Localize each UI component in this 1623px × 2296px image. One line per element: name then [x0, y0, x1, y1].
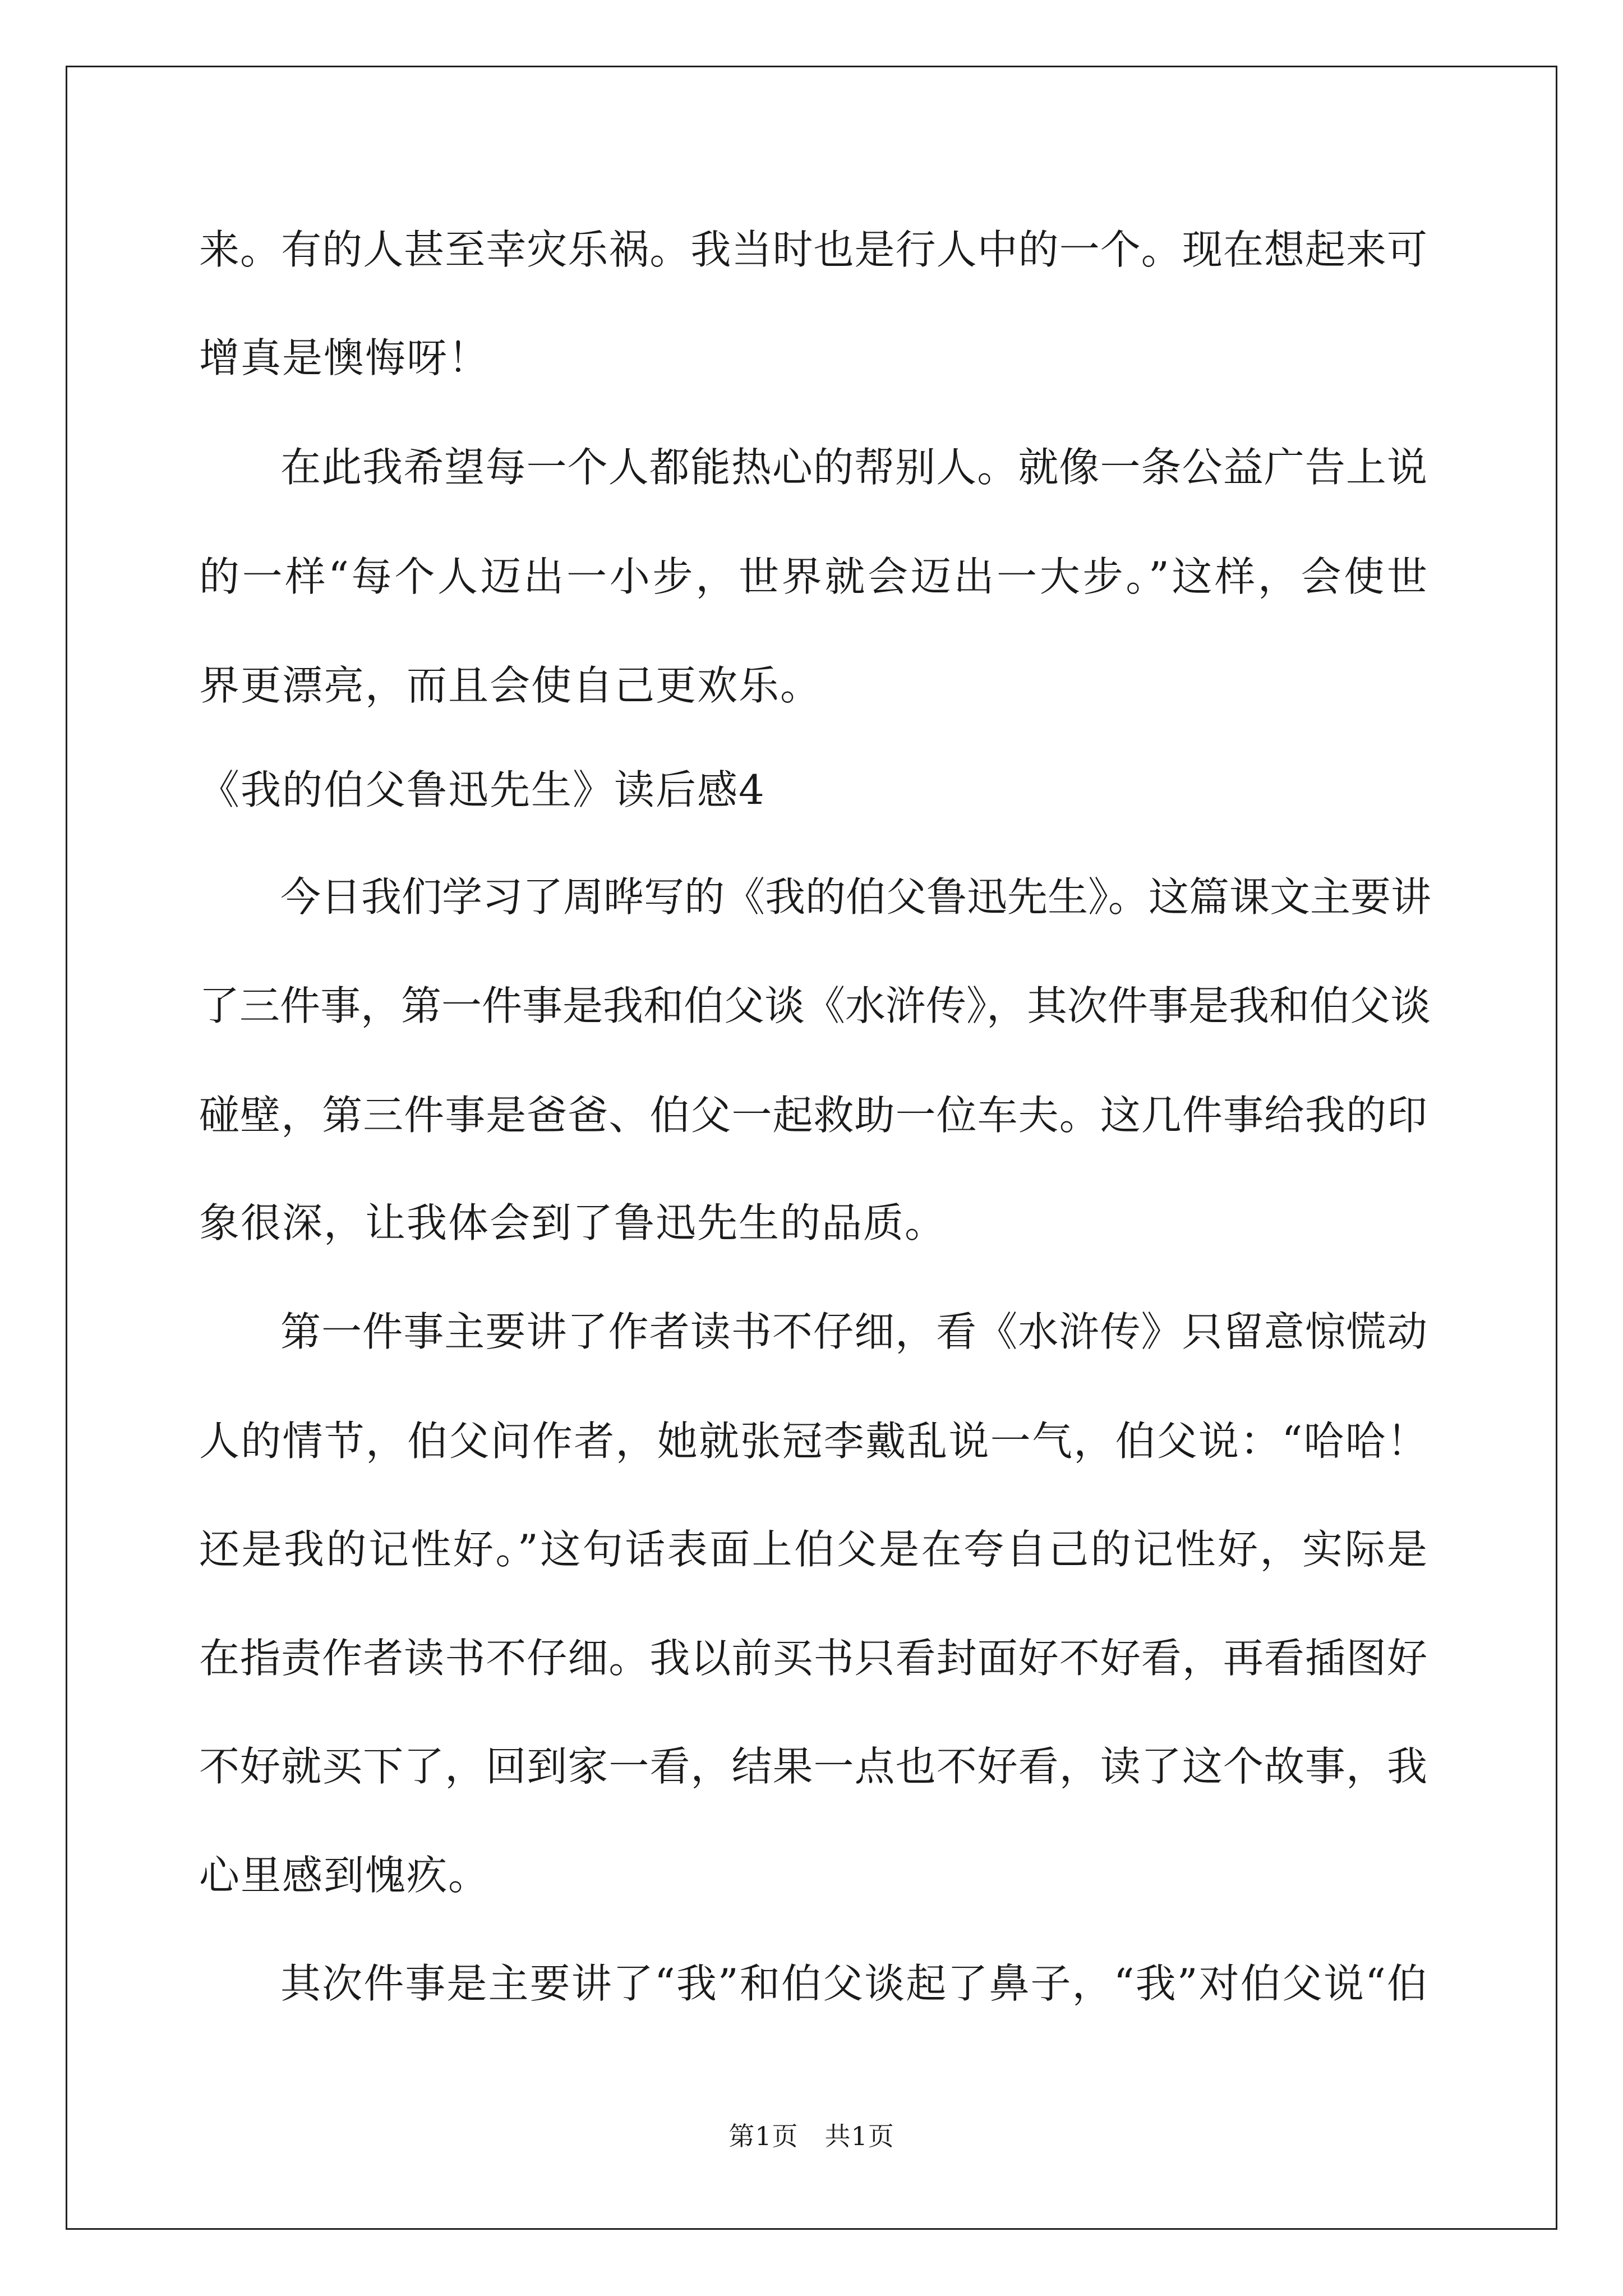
- text-line: 人的情节，伯父问作者，她就张冠李戴乱说一气，伯父说：“哈哈！: [199, 1418, 1427, 1465]
- text-line: 心里感到愧疚。: [199, 1852, 490, 1899]
- text-line: 在此我希望每一个人都能热心的帮别人。就像一条公益广告上说: [280, 444, 1427, 491]
- page-border: [66, 66, 1557, 2230]
- text-line: 其次件事是主要讲了“我”和伯父谈起了鼻子，“我”对伯父说“伯: [280, 1960, 1427, 2007]
- page-footer: 第1页 共1页: [728, 2121, 895, 2151]
- text-line: 象很深，让我体会到了鲁迅先生的品质。: [199, 1199, 947, 1246]
- text-line: 碰壁，第三件事是爸爸、伯父一起救助一位车夫。这几件事给我的印: [199, 1092, 1427, 1139]
- text-line: 增真是懊悔呀！: [199, 334, 490, 381]
- text-line: 今日我们学习了周晔写的《我的伯父鲁迅先生》。这篇课文主要讲: [280, 873, 1432, 921]
- text-line: 来。有的人甚至幸灾乐祸。我当时也是行人中的一个。现在想起来可: [199, 226, 1427, 273]
- text-line: 界更漂亮，而且会使自己更欢乐。: [199, 662, 822, 709]
- section-heading: 《我的伯父鲁迅先生》读后感4: [199, 766, 766, 813]
- text-line: 在指责作者读书不仔细。我以前买书只看封面好不好看，再看插图好: [199, 1635, 1427, 1682]
- text-line: 第一件事主要讲了作者读书不仔细，看《水浒传》只留意惊慌动: [280, 1308, 1427, 1355]
- text-line: 不好就买下了，回到家一看，结果一点也不好看，读了这个故事，我: [199, 1743, 1427, 1790]
- text-line: 了三件事，第一件事是我和伯父谈《水浒传》，其次件事是我和伯父谈: [199, 982, 1431, 1029]
- text-line: 还是我的记性好。”这句话表面上伯父是在夸自己的记性好，实际是: [199, 1526, 1427, 1573]
- text-line: 的一样“每个人迈出一小步，世界就会迈出一大步。”这样，会使世: [199, 553, 1427, 600]
